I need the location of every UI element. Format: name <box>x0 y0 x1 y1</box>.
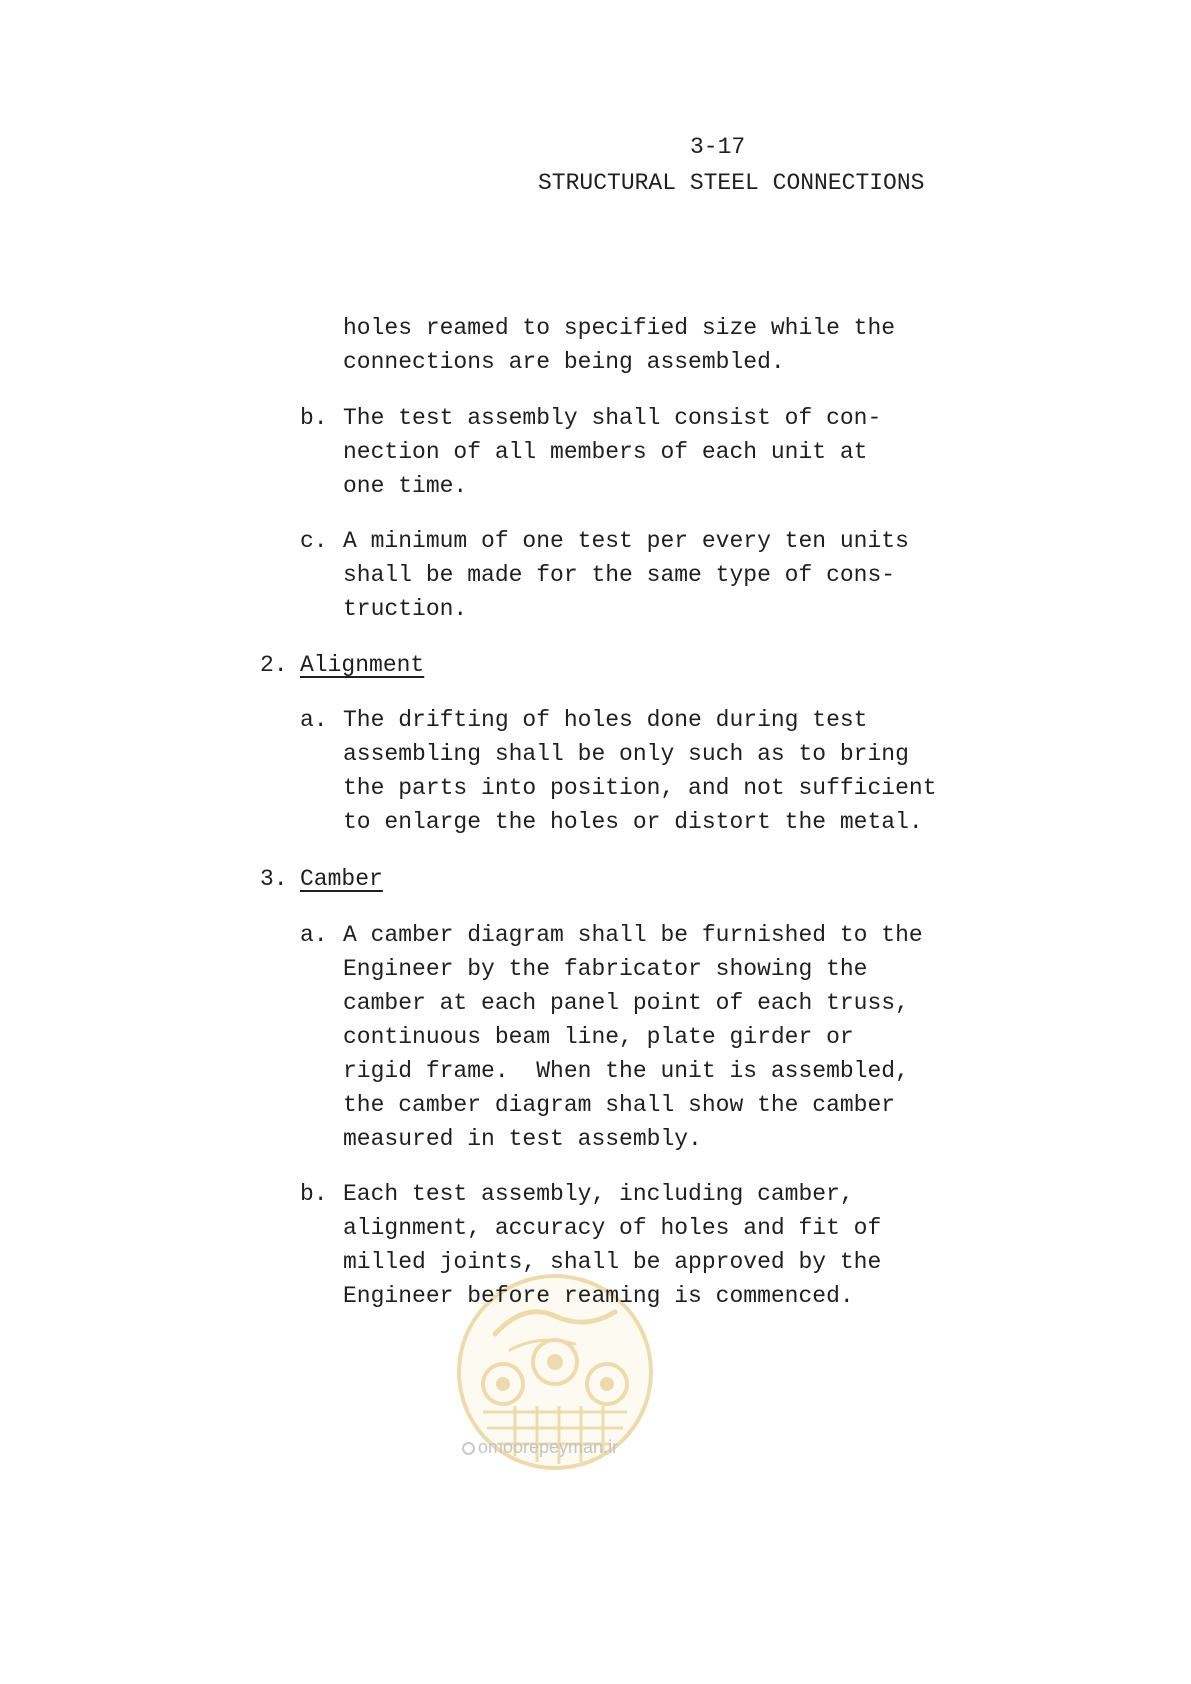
paragraph-line: Each test assembly, including camber, <box>343 1181 854 1207</box>
page-number: 3-17 <box>690 134 746 160</box>
paragraph-line: continuous beam line, plate girder or <box>343 1024 854 1050</box>
paragraph-line: measured in test assembly. <box>343 1126 702 1152</box>
paragraph-line: the parts into position, and not sufficient <box>343 775 937 801</box>
list-item-text <box>343 703 937 839</box>
paragraph-line: nection of all members of each unit at <box>343 439 868 465</box>
paragraph-line: truction. <box>343 596 468 622</box>
paragraph-line: milled joints, shall be approved by the <box>343 1249 882 1275</box>
paragraph-line: alignment, accuracy of holes and fit of <box>343 1215 882 1241</box>
watermark <box>462 1434 648 1460</box>
list-item-text <box>343 1177 881 1313</box>
list-item-text <box>343 524 909 626</box>
list-item-b <box>0 401 1191 503</box>
watermark-site: omoorepeyman.ir <box>478 1437 619 1457</box>
section-heading-camber <box>0 862 1191 896</box>
list-item-alignment-a <box>0 703 1191 839</box>
paragraph-line: shall be made for the same type of cons- <box>343 562 896 588</box>
paragraph-line: rigid frame. When the unit is assembled, <box>343 1058 909 1084</box>
paragraph-line: the camber diagram shall show the camber <box>343 1092 896 1118</box>
paragraph-line: camber at each panel point of each truss, <box>343 990 909 1016</box>
list-item-c <box>0 524 1191 626</box>
list-marker: b. <box>300 405 328 431</box>
at-icon <box>462 1442 475 1455</box>
list-marker: a. <box>300 922 328 948</box>
paragraph-line: Engineer by the fabricator showing the <box>343 956 868 982</box>
paragraph-line: one time. <box>343 473 468 499</box>
list-marker: c. <box>300 528 328 554</box>
paragraph-line: A minimum of one test per every ten units <box>343 528 909 554</box>
section-title: Alignment <box>300 652 425 678</box>
paragraph-line: The drifting of holes done during test <box>343 707 868 733</box>
list-item-camber-a <box>0 918 1191 1156</box>
section-number: 2. <box>260 652 288 678</box>
paragraph-line: Engineer before reaming is commenced. <box>343 1283 854 1309</box>
paragraph-line: to enlarge the holes or distort the metal. <box>343 809 923 835</box>
continuation-paragraph <box>343 311 895 379</box>
section-heading-alignment <box>0 648 1191 682</box>
paragraph-line: holes reamed to specified size while the <box>343 315 896 341</box>
list-marker: b. <box>300 1181 328 1207</box>
list-item-camber-b <box>0 1177 1191 1313</box>
list-item-text <box>343 918 923 1156</box>
paragraph-line: A camber diagram shall be furnished to the <box>343 922 923 948</box>
paragraph-line: assembling shall be only such as to bring <box>343 741 909 767</box>
list-item-text <box>343 401 881 503</box>
page-header-title: STRUCTURAL STEEL CONNECTIONS <box>538 170 925 196</box>
list-marker: a. <box>300 707 328 733</box>
paragraph-line: The test assembly shall consist of con- <box>343 405 882 431</box>
paragraph-line: connections are being assembled. <box>343 349 785 375</box>
section-title: Camber <box>300 866 383 892</box>
section-number: 3. <box>260 866 288 892</box>
